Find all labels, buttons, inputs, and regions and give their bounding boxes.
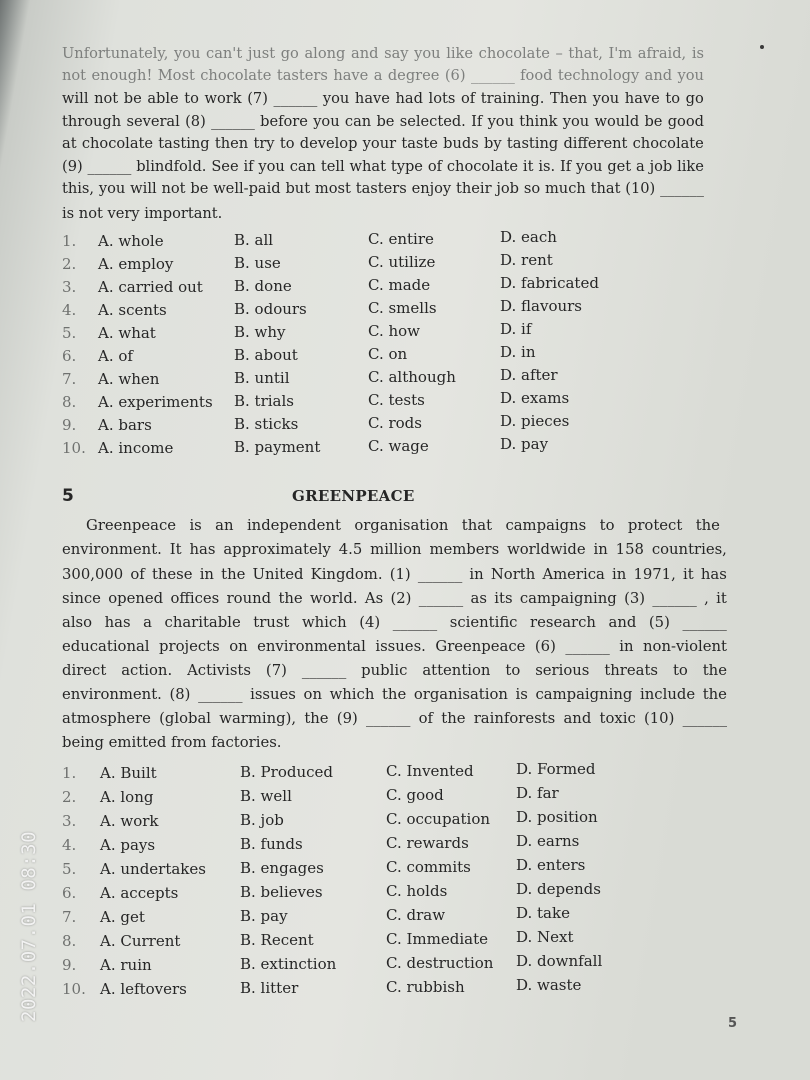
- option-a: A. employ: [98, 255, 174, 273]
- option-a: A. Current: [100, 932, 181, 950]
- option-a: A. of: [98, 347, 133, 365]
- option-d: D. if: [500, 320, 532, 339]
- option-c: C. draw: [386, 905, 446, 924]
- option-a: A. work: [100, 812, 159, 830]
- question-number: 6.: [62, 884, 77, 902]
- passage-line: educational projects on environmental issues. Greenpeace (6) ______ in non-violent: [62, 638, 727, 655]
- passage-line: through several (8) ______ before you can be selected. If you think you would be good: [62, 113, 704, 130]
- passage-line: 300,000 of these in the United Kingdom. (1) ______ in North America in 1971, it has: [62, 566, 727, 583]
- option-a: A. Built: [100, 764, 157, 782]
- option-d: D. in: [500, 343, 536, 362]
- option-d: D. downfall: [516, 952, 603, 971]
- option-a: A. carried out: [98, 278, 203, 296]
- option-c: C. occupation: [386, 809, 491, 828]
- option-a: A. experiments: [98, 393, 213, 411]
- option-c: C. made: [368, 275, 431, 294]
- option-c: C. smells: [368, 298, 437, 317]
- option-b: B. pay: [240, 906, 288, 925]
- option-a: A. leftovers: [100, 980, 187, 998]
- ink-dot: [760, 45, 764, 49]
- option-b: B. odours: [234, 299, 307, 318]
- option-c: C. destruction: [386, 953, 494, 972]
- option-a: A. long: [100, 788, 154, 806]
- option-c: C. holds: [386, 881, 448, 900]
- option-b: B. trials: [234, 391, 294, 410]
- question-number: 10.: [62, 980, 86, 998]
- passage-line: Greenpeace is an independent organisation that campaigns to protect the: [86, 517, 720, 534]
- passage-line: environment. (8) ______ issues on which the organisation is campaigning include the: [62, 686, 727, 703]
- option-d: D. pay: [500, 435, 549, 454]
- option-c: C. rewards: [386, 833, 469, 852]
- option-d: D. earns: [516, 832, 580, 851]
- option-d: D. fabricated: [500, 274, 599, 293]
- passage-line: will not be able to work (7) ______ you have had lots of training. Then you have to go: [62, 90, 704, 107]
- option-b: B. payment: [234, 437, 321, 456]
- question-number: 3.: [62, 812, 77, 830]
- passage-line: this, you will not be well-paid but most tasters enjoy their job so much that (10) ______: [62, 180, 704, 197]
- question-number: 9.: [62, 956, 77, 974]
- option-a: A. accepts: [100, 884, 179, 902]
- option-a: A. when: [98, 370, 160, 388]
- option-a: A. bars: [98, 416, 152, 434]
- section-number: 5: [62, 486, 74, 506]
- option-b: B. believes: [240, 882, 323, 901]
- option-b: B. funds: [240, 834, 303, 853]
- passage-line: also has a charitable trust which (4) ______ scientific research and (5) ______: [62, 614, 727, 631]
- option-d: D. Next: [516, 928, 574, 947]
- question-number: 5.: [62, 324, 77, 342]
- option-a: A. income: [98, 439, 174, 457]
- question-number: 1.: [62, 232, 77, 250]
- option-a: A. get: [100, 908, 145, 926]
- option-d: D. after: [500, 366, 558, 385]
- passage-line: direct action. Activists (7) ______ public attention to serious threats to the: [62, 662, 727, 679]
- section-title: GREENPEACE: [292, 487, 415, 505]
- option-c: C. commits: [386, 857, 471, 876]
- option-a: A. pays: [100, 836, 156, 854]
- passage-line: environment. It has approximately 4.5 million members worldwide in 158 countries,: [62, 541, 727, 558]
- passage-line: since opened offices round the world. As (2) ______ as its campaigning (3) ______ , it: [62, 590, 727, 607]
- option-c: C. although: [368, 367, 456, 386]
- option-c: C. rubbish: [386, 977, 465, 996]
- question-number: 1.: [62, 764, 77, 782]
- option-d: D. rent: [500, 251, 553, 270]
- option-d: D. enters: [516, 856, 586, 875]
- option-a: A. whole: [98, 232, 164, 250]
- question-number: 6.: [62, 347, 77, 365]
- option-c: C. Invented: [386, 761, 474, 780]
- option-d: D. flavours: [500, 297, 583, 316]
- option-d: D. position: [516, 808, 598, 827]
- option-b: B. Recent: [240, 930, 314, 949]
- option-b: B. extinction: [240, 954, 337, 973]
- question-number: 2.: [62, 255, 77, 273]
- option-c: C. on: [368, 344, 408, 363]
- option-b: B. Produced: [240, 762, 333, 781]
- option-d: D. depends: [516, 880, 601, 899]
- option-b: B. litter: [240, 978, 299, 997]
- option-d: D. Formed: [516, 760, 596, 779]
- option-b: B. job: [240, 810, 284, 829]
- option-d: D. pieces: [500, 412, 570, 431]
- passage-line: being emitted from factories.: [62, 734, 282, 751]
- option-a: A. scents: [98, 301, 167, 319]
- question-number: 10.: [62, 439, 86, 457]
- option-a: A. undertakes: [100, 860, 206, 878]
- passage-line: is not very important.: [62, 205, 223, 222]
- option-a: A. what: [98, 324, 156, 342]
- option-d: D. exams: [500, 389, 570, 408]
- question-number: 3.: [62, 278, 77, 296]
- option-d: D. each: [500, 228, 557, 247]
- passage-line: not enough! Most chocolate tasters have a degree (6) ______ food technology and you: [62, 67, 704, 84]
- question-number: 7.: [62, 370, 77, 388]
- question-number: 4.: [62, 836, 77, 854]
- option-c: C. utilize: [368, 252, 436, 271]
- option-b: B. sticks: [234, 414, 299, 433]
- option-c: C. tests: [368, 390, 425, 409]
- option-c: C. entire: [368, 229, 434, 248]
- option-c: C. wage: [368, 436, 429, 455]
- option-b: B. well: [240, 786, 292, 805]
- page-number: 5: [728, 1016, 738, 1031]
- question-number: 7.: [62, 908, 77, 926]
- option-d: D. take: [516, 904, 570, 923]
- question-number: 4.: [62, 301, 77, 319]
- option-c: C. how: [368, 321, 421, 340]
- option-c: C. rods: [368, 413, 422, 432]
- passage-line: at chocolate tasting then try to develop your taste buds by tasting different chocolate: [62, 135, 704, 152]
- option-b: B. done: [234, 276, 292, 295]
- photo-timestamp: 2022.07.01 08:30: [18, 830, 40, 1022]
- question-number: 9.: [62, 416, 77, 434]
- option-b: B. until: [234, 368, 290, 387]
- option-a: A. ruin: [100, 956, 152, 974]
- option-c: C. Immediate: [386, 929, 488, 948]
- question-number: 2.: [62, 788, 77, 806]
- option-c: C. good: [386, 785, 444, 804]
- passage-line: (9) ______ blindfold. See if you can tell what type of chocolate it is. If you get a job like: [62, 158, 704, 175]
- question-number: 8.: [62, 932, 77, 950]
- passage-line: atmosphere (global warming), the (9) ______ of the rainforests and toxic (10) ______: [62, 710, 727, 727]
- question-number: 5.: [62, 860, 77, 878]
- question-number: 8.: [62, 393, 77, 411]
- option-b: B. why: [234, 322, 286, 341]
- passage-line: Unfortunately, you can't just go along and say you like chocolate – that, I'm afraid, is: [62, 45, 704, 62]
- option-b: B. use: [234, 253, 281, 272]
- option-d: D. waste: [516, 976, 582, 995]
- option-b: B. engages: [240, 858, 324, 877]
- option-d: D. far: [516, 784, 559, 803]
- option-b: B. about: [234, 345, 298, 364]
- option-b: B. all: [234, 230, 274, 249]
